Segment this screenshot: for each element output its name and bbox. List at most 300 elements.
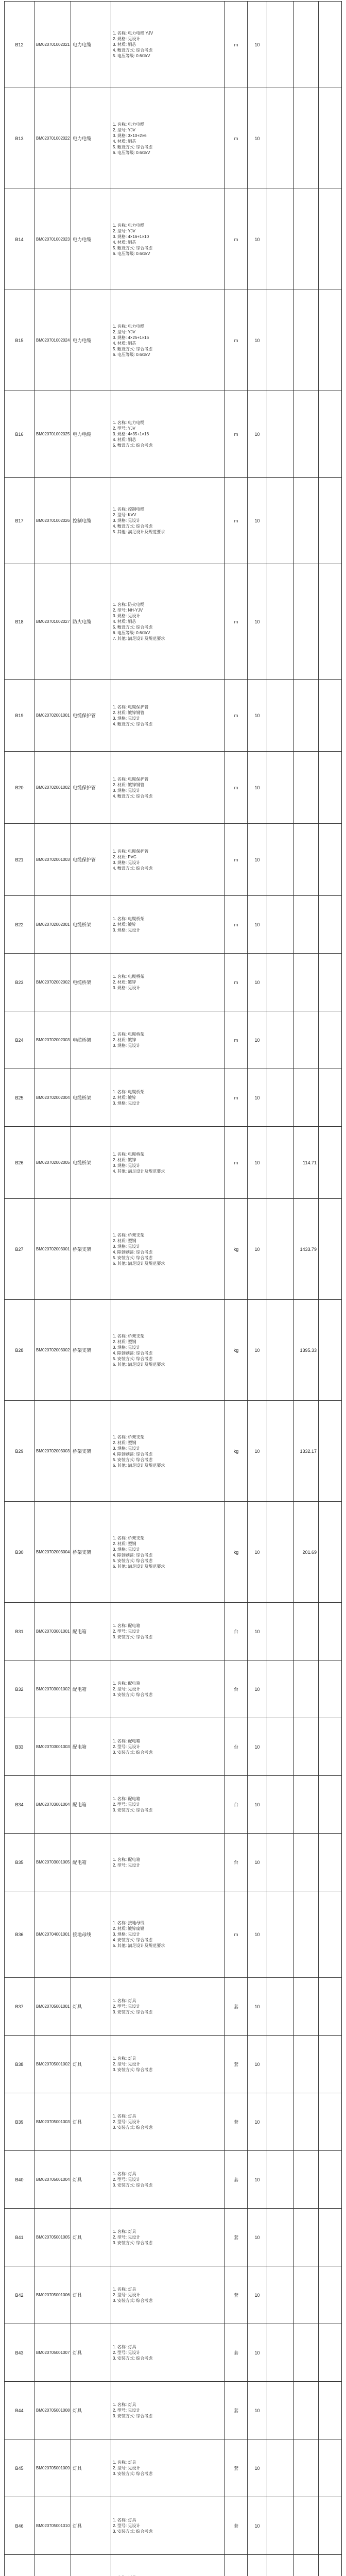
description-line: 2. 材质: 型钢 [113,1238,136,1243]
row-number-cell: B20 [5,752,34,823]
unit-price-cell [267,1401,294,1501]
amount-cell [294,1891,319,1977]
item-description-cell [111,391,225,477]
item-description-cell [111,1199,225,1299]
unit-cell: m [225,564,248,679]
item-name-cell: 电缆桥架 [71,1011,111,1069]
amount-cell [294,2036,319,2093]
description-line: 1. 名称: 电力电缆 [113,122,145,127]
table-row [5,2439,341,2497]
description-line: 3. 安装方式: 综合考虑 [113,2298,153,2303]
row-number-cell: B39 [5,2093,34,2150]
description-line: 3. 安装方式: 综合考虑 [113,2125,153,2130]
item-code-cell: BM020702001003 [34,824,71,895]
unit-cell: 台 [225,1660,248,1718]
row-number-cell: B28 [5,1300,34,1400]
unit-price-cell [267,478,294,564]
table-row [5,752,341,824]
description-line: 2. 型号: 见设计 [113,1744,141,1749]
description-line: 3. 安装方式: 综合考虑 [113,2529,153,2534]
table-row [5,2,341,88]
item-code-cell: BM020702003002 [34,1300,71,1400]
row-number-cell: B21 [5,824,34,895]
description-line: 2. 材质: 型钢 [113,1339,136,1344]
item-code-cell: BM020702001001 [34,680,71,751]
item-code-cell: BM020705001007 [34,2324,71,2381]
unit-cell [225,2555,248,2576]
description-line: 3. 安装方式: 综合考虑 [113,2241,153,2245]
unit-cell: m [225,752,248,823]
description-line: 1. 名称: 配电箱 [113,1739,141,1743]
unit-price-cell [267,1891,294,1977]
quantity-cell: 10 [248,1401,267,1501]
remark-cell [319,2209,341,2266]
description-line: 4. 除锈刷漆: 综合考虑 [113,1552,153,1557]
description-line: 4. 除锈刷漆: 综合考虑 [113,1451,153,1456]
unit-cell: 台 [225,1834,248,1891]
item-description-cell [111,896,225,953]
quantity-cell: 10 [248,2497,267,2554]
description-line: 2. 型号: 见设计 [113,2062,141,2066]
unit-price-cell [267,2209,294,2266]
unit-price-cell [267,896,294,953]
description-line: 2. 型号: KVV [113,513,136,517]
item-code-cell: BM020705001010 [34,2497,71,2554]
unit-cell: 台 [225,1776,248,1833]
description-line: 2. 型号: YJV [113,127,136,132]
table-row [5,1502,341,1603]
item-code-cell: BM020701002021 [34,2,71,88]
item-name-cell: 电缆桥架 [71,1069,111,1126]
description-line: 2. 型号: YJV [113,228,136,233]
description-line: 1. 名称: 电缆保护管 [113,704,149,709]
row-number-cell: B33 [5,1718,34,1775]
row-number-cell: B27 [5,1199,34,1299]
item-description-cell [111,2036,225,2093]
description-line: 1. 名称: 电缆桥架 [113,974,145,979]
item-description-cell [111,2555,225,2576]
description-line: 3. 规格: 见设计 [113,928,141,933]
item-description-cell [111,824,225,895]
amount-cell [294,2,319,88]
description-line: 1. 名称: 灯具 [113,2345,136,2349]
item-description-cell [111,2,225,88]
item-code-cell: BM020703001004 [34,1776,71,1833]
description-line: 6. 电压等级: 0.6/1kV [113,631,150,635]
remark-cell [319,1776,341,1833]
item-description-cell [111,1011,225,1069]
quantity-cell: 10 [248,1069,267,1126]
description-line: 2. 材质: 镀锌钢管 [113,782,145,787]
table-row [5,1011,341,1069]
item-description-cell [111,1127,225,1198]
unit-price-cell [267,1127,294,1198]
description-line: 2. 型号: 见设计 [113,2120,141,2124]
item-name-cell: 电缆桥架 [71,954,111,1011]
description-line: 3. 材质: 铜芯 [113,42,136,47]
description-line: 3. 规格: 见设计 [113,1446,141,1451]
description-line: 1. 名称: 灯具 [113,2460,136,2465]
description-line: 4. 除锈刷漆: 综合考虑 [113,1350,153,1355]
description-line: 5. 其他: 满足设计及规范要求 [113,530,165,534]
row-number-cell: B17 [5,478,34,564]
unit-cell: 套 [225,2266,248,2324]
quantity-cell: 10 [248,1011,267,1069]
quantity-cell: 10 [248,1502,267,1602]
item-description-cell [111,2497,225,2554]
quantity-cell: 10 [248,680,267,751]
remark-cell [319,2382,341,2439]
quantity-cell: 10 [248,2439,267,2497]
description-line: 3. 安装方式: 综合考虑 [113,2414,153,2418]
description-line: 4. 其他: 满足设计及规范要求 [113,1168,165,1174]
row-number-cell: B32 [5,1660,34,1718]
item-description-cell [111,189,225,290]
description-line: 1. 名称: 电力电缆 [113,324,145,329]
remark-cell [319,2151,341,2208]
description-line: 1. 名称: 电力电缆 YJV [113,31,153,36]
item-code-cell: BM020702002003 [34,1011,71,1069]
remark-cell [319,824,341,895]
remark-cell [319,2555,341,2576]
row-number-cell: B37 [5,1978,34,2035]
description-line: 4. 敷设方式: 综合考虑 [113,866,153,871]
item-name-cell: 配电箱 [71,1718,111,1775]
remark-cell [319,1127,341,1198]
row-number-cell: B16 [5,391,34,477]
table-row [5,1834,341,1891]
quantity-cell: 10 [248,752,267,823]
description-line: 3. 规格: 见设计 [113,860,141,865]
description-line: 1. 名称: 配电箱 [113,1681,141,1686]
item-description-cell [111,1891,225,1977]
description-line: 2. 材质: 镀锌扁钢 [113,1926,145,1931]
item-name-cell: 桥架支架 [71,1401,111,1501]
item-description-cell [111,2266,225,2324]
remark-cell [319,1660,341,1718]
item-description-cell [111,88,225,189]
description-line: 3. 安装方式: 综合考虑 [113,1750,153,1755]
unit-price-cell [267,1011,294,1069]
row-number-cell: B40 [5,2151,34,2208]
row-number-cell: B13 [5,88,34,189]
row-number-cell: B46 [5,2497,34,2554]
quantity-cell: 10 [248,391,267,477]
description-line: 1. 名称: 电缆桥架 [113,1151,145,1157]
amount-cell: 201.69 [294,1502,319,1602]
remark-cell [319,478,341,564]
description-line: 1. 名称: 灯具 [113,2287,136,2292]
description-line: 1. 名称: 控制电缆 [113,507,145,512]
remark-cell [319,1603,341,1660]
quantity-cell: 10 [248,824,267,895]
description-line: 6. 其他: 满足设计及规范要求 [113,1261,165,1266]
description-line: 5. 安装方式: 综合考虑 [113,1255,153,1260]
description-line: 1. 名称: 桥架支架 [113,1535,145,1540]
item-name-cell: 电力电缆 [71,391,111,477]
description-line: 1. 名称: 电缆桥架 [113,917,145,921]
unit-cell: 套 [225,2151,248,2208]
quantity-cell: 10 [248,2324,267,2381]
description-line: 4. 敷设方式: 综合考虑 [113,48,153,53]
remark-cell [319,2497,341,2554]
item-code-cell: BM020705001005 [34,2209,71,2266]
description-line: 1. 名称: 配电箱 [113,1797,141,1801]
unit-cell: m [225,2,248,88]
description-line: 2. 材质: PVC [113,854,136,859]
description-line: 5. 敷设方式: 综合考虑 [113,144,153,149]
quantity-cell: 10 [248,290,267,391]
item-name-cell: 接地母线 [71,1891,111,1977]
unit-price-cell [267,1834,294,1891]
amount-cell [294,189,319,290]
description-line: 4. 安装方式: 综合考虑 [113,1938,153,1942]
amount-cell [294,1776,319,1833]
description-line: 4. 材质: 铜芯 [113,619,136,624]
unit-price-cell [267,954,294,1011]
table-row [5,478,341,564]
unit-cell: m [225,896,248,953]
amount-cell [294,391,319,477]
item-name-cell: 桥架支架 [71,1199,111,1299]
item-name-cell: 电缆保护管 [71,680,111,751]
bill-of-quantities-table [4,1,342,2576]
quantity-cell [248,2555,267,2576]
item-code-cell: BM020704001001 [34,1891,71,1977]
item-description-cell [111,680,225,751]
item-code-cell: BM020702003004 [34,1502,71,1602]
item-code-cell: BM020705001004 [34,2151,71,2208]
item-name-cell [71,2555,111,2576]
amount-cell [294,564,319,679]
unit-cell: 套 [225,2439,248,2497]
item-description-cell [111,1603,225,1660]
description-line: 4. 材质: 铜芯 [113,437,136,442]
table-row [5,290,341,391]
description-line: 5. 安装方式: 综合考虑 [113,1558,153,1563]
amount-cell [294,1978,319,2035]
remark-cell [319,1401,341,1501]
unit-price-cell [267,2266,294,2324]
description-line: 6. 其他: 满足设计及规范要求 [113,1564,165,1569]
item-name-cell: 电力电缆 [71,2,111,88]
remark-cell [319,2,341,88]
description-line: 2. 材质: 镀锌 [113,922,136,927]
unit-price-cell [267,290,294,391]
description-line: 1. 名称: 电缆保护管 [113,849,149,854]
remark-cell [319,88,341,189]
remark-cell [319,2266,341,2324]
item-name-cell: 灯具 [71,2266,111,2324]
description-line: 2. 型号: 见设计 [113,1802,141,1807]
remark-cell [319,1011,341,1069]
quantity-cell: 10 [248,564,267,679]
unit-price-cell [267,2,294,88]
description-line: 1. 名称: 电缆保护管 [113,776,149,782]
description-line: 1. 名称: 灯具 [113,2056,136,2061]
quantity-cell: 10 [248,2151,267,2208]
description-line: 6. 电压等级: 0.6/1kV [113,352,150,357]
unit-cell: kg [225,1199,248,1299]
unit-price-cell [267,88,294,189]
unit-cell: m [225,1011,248,1069]
description-line: 3. 安装方式: 综合考虑 [113,2471,153,2476]
description-line: 7. 其他: 满足设计及规范要求 [113,636,165,641]
amount-cell [294,2093,319,2150]
quantity-cell: 10 [248,954,267,1011]
description-line: 3. 规格: 见设计 [113,1345,141,1350]
item-name-cell: 桥架支架 [71,1300,111,1400]
unit-cell: 台 [225,1718,248,1775]
description-line: 1. 名称: 桥架支架 [113,1232,145,1238]
item-description-cell [111,752,225,823]
description-line: 3. 规格: 3×10+2×6 [113,133,147,138]
description-line: 3. 规格: 4×16+1×10 [113,234,149,239]
amount-cell [294,1718,319,1775]
table-row [5,1401,341,1502]
remark-cell [319,290,341,391]
unit-price-cell [267,1718,294,1775]
unit-price-cell [267,2036,294,2093]
description-line: 2. 型号: 见设计 [113,2235,141,2240]
row-number-cell: B26 [5,1127,34,1198]
description-line: 2. 材质: 镀锌 [113,1095,136,1100]
row-number-cell: B45 [5,2439,34,2497]
unit-cell: 套 [225,1978,248,2035]
remark-cell [319,1718,341,1775]
amount-cell [294,824,319,895]
table-row [5,564,341,680]
item-description-cell [111,1300,225,1400]
description-line: 1. 名称: 电缆桥架 [113,1032,145,1037]
remark-cell [319,1069,341,1126]
table-row [5,2093,341,2151]
description-line: 6. 其他: 满足设计及规范要求 [113,1463,165,1468]
description-line: 2. 材质: 型钢 [113,1440,136,1445]
description-line: 1. 名称: 接地母线 [113,1921,145,1925]
quantity-cell: 10 [248,1978,267,2035]
table-row [5,1776,341,1834]
description-line: 2. 型号: 见设计 [113,2350,141,2355]
remark-cell [319,680,341,751]
item-name-cell: 灯具 [71,2439,111,2497]
description-line: 5. 敷设方式: 综合考虑 [113,625,153,630]
remark-cell [319,2439,341,2497]
description-line: 1. 名称: 灯具 [113,2402,136,2407]
description-line: 2. 型号: 见设计 [113,2408,141,2413]
amount-cell: 1395.33 [294,1300,319,1400]
item-description-cell [111,1718,225,1775]
table-row [5,2497,341,2555]
description-line: 1. 名称: 配电箱 [113,1857,141,1862]
description-line: 6. 电压等级: 0.6/1kV [113,150,150,155]
description-line: 3. 规格: 见设计 [113,1101,141,1106]
unit-price-cell [267,2439,294,2497]
table-row [5,2036,341,2093]
unit-price-cell [267,2382,294,2439]
quantity-cell: 10 [248,1891,267,1977]
table-row [5,1199,341,1300]
amount-cell [294,1834,319,1891]
amount-cell: 1433.79 [294,1199,319,1299]
item-name-cell: 电力电缆 [71,189,111,290]
item-name-cell: 电缆桥架 [71,896,111,953]
unit-price-cell [267,1603,294,1660]
item-code-cell: BM020705001009 [34,2439,71,2497]
item-code-cell: BM020702003003 [34,1401,71,1501]
description-line: 6. 其他: 满足设计及规范要求 [113,1362,165,1367]
item-description-cell [111,2209,225,2266]
description-line: 5. 敷设方式: 综合考虑 [113,245,153,250]
quantity-cell: 10 [248,1300,267,1400]
item-description-cell [111,2093,225,2150]
description-line: 3. 规格: 4×35+1×16 [113,432,149,436]
item-name-cell: 电缆保护管 [71,752,111,823]
item-name-cell: 电缆桥架 [71,1127,111,1198]
table-row [5,1127,341,1199]
item-name-cell: 灯具 [71,2093,111,2150]
description-line: 2. 材质: 型钢 [113,1541,136,1546]
row-number-cell: B24 [5,1011,34,1069]
description-line: 3. 规格: 4×25+1×16 [113,335,149,340]
description-line: 3. 规格: 见设计 [113,716,141,721]
unit-price-cell [267,189,294,290]
row-number-cell: B35 [5,1834,34,1891]
amount-cell [294,2324,319,2381]
item-name-cell: 灯具 [71,2324,111,2381]
table-row [5,1718,341,1776]
item-code-cell [34,2555,71,2576]
unit-cell: m [225,1127,248,1198]
remark-cell [319,2093,341,2150]
item-name-cell: 灯具 [71,2036,111,2093]
item-code-cell: BM020702002004 [34,1069,71,1126]
description-line: 1. 名称: 防火电缆 [113,602,145,607]
amount-cell: 1332.17 [294,1401,319,1501]
item-description-cell [111,564,225,679]
amount-cell [294,2439,319,2497]
amount-cell [294,2555,319,2576]
unit-price-cell [267,1978,294,2035]
description-line: 4. 敷设方式: 综合考虑 [113,721,153,726]
row-number-cell: B38 [5,2036,34,2093]
row-number-cell: B18 [5,564,34,679]
description-line: 3. 规格: 见设计 [113,1163,141,1168]
remark-cell [319,1199,341,1299]
unit-price-cell [267,1660,294,1718]
row-number-cell: B41 [5,2209,34,2266]
item-description-cell [111,1502,225,1602]
unit-cell: m [225,1891,248,1977]
amount-cell [294,2151,319,2208]
table-row [5,1300,341,1401]
description-line: 3. 规格: 见设计 [113,1244,141,1249]
quantity-cell: 10 [248,2036,267,2093]
item-description-cell [111,2151,225,2208]
quantity-cell: 10 [248,2,267,88]
quantity-cell: 10 [248,1660,267,1718]
item-description-cell [111,2382,225,2439]
item-description-cell [111,478,225,564]
unit-price-cell [267,1069,294,1126]
row-number-cell: B14 [5,189,34,290]
row-number-cell: B31 [5,1603,34,1660]
item-code-cell: BM020703001001 [34,1603,71,1660]
description-line: 1. 名称: 灯具 [113,2518,136,2522]
table-row [5,2209,341,2266]
unit-cell: m [225,680,248,751]
unit-price-cell [267,2151,294,2208]
